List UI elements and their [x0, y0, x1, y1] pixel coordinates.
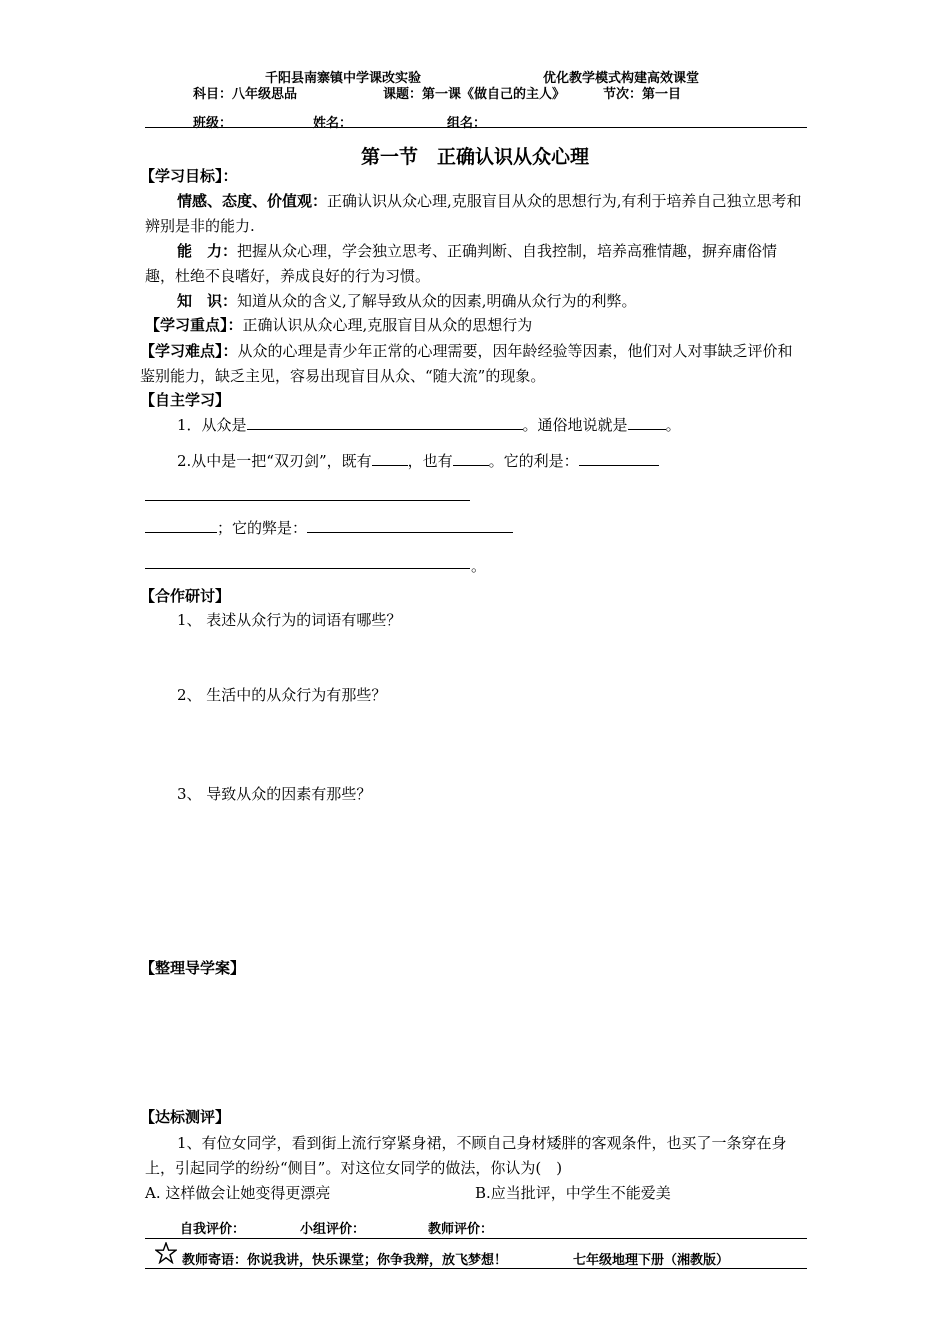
cooperation-q1: 1、 表述从众行为的词语有哪些？	[177, 611, 402, 629]
self-study-q2-cont	[145, 516, 513, 541]
q2-benefit-label: 。它的利是：	[488, 452, 579, 470]
topic-label: 课题：第一课《做自己的主人》	[383, 87, 566, 102]
self-study-q1	[177, 413, 681, 438]
answer-line-1[interactable]	[145, 500, 470, 501]
school-name: 千阳县南寨镇中学课改实验	[265, 71, 422, 86]
ability-text: 把握从众心理，学会独立思考、正确判断、自我控制，培养高雅情趣，摒弃庸俗情趣，杜绝不良嗜好，养成良好的行为习惯。	[145, 242, 778, 285]
answer-line-2[interactable]	[145, 568, 470, 569]
q1-middle: 。通俗地说就是	[522, 416, 628, 434]
book-title: 七年级地理下册（湘教版）	[573, 1253, 730, 1268]
option-a[interactable]: A. 这样做会让她变得更漂亮	[145, 1184, 331, 1202]
subject-label: 科目：八年级思品	[193, 87, 298, 102]
key-point	[145, 313, 807, 338]
star-icon	[155, 1242, 177, 1264]
summary-heading: 【整理导学案】	[140, 959, 246, 977]
q2-harm-label: ；它的弊是：	[217, 519, 308, 537]
key-point-text: 正确认识从众心理,克服盲目从众的思想行为	[242, 316, 533, 334]
q2-blank-2[interactable]	[453, 449, 489, 466]
group-evaluation-label: 小组评价：	[300, 1222, 366, 1237]
self-study-heading: 【自主学习】	[140, 391, 231, 409]
class-field-label: 班级：	[193, 116, 233, 131]
teacher-evaluation-label: 教师评价：	[428, 1222, 494, 1237]
q2-blank-benefit[interactable]	[579, 449, 659, 466]
cooperation-heading: 【合作研讨】	[140, 587, 231, 605]
section-label: 节次：第一目	[603, 87, 682, 102]
difficulty	[140, 339, 807, 389]
self-study-q2	[177, 449, 659, 474]
q1-prefix: 1．从众是	[177, 416, 247, 434]
footer-divider-bottom	[145, 1268, 807, 1269]
objective-knowledge	[145, 289, 807, 314]
objective-emotion	[145, 189, 807, 239]
teacher-motto: 教师寄语：你说我讲，快乐课堂；你争我辩，放飞梦想！	[182, 1253, 508, 1268]
q2-blank-1[interactable]	[372, 449, 408, 466]
q1-blank-plain[interactable]	[628, 413, 666, 430]
knowledge-label: 知 识：	[177, 292, 238, 310]
objectives-heading: 【学习目标】：	[140, 167, 238, 185]
q2-prefix: 2.从中是一把“双刃剑”，既有	[177, 452, 372, 470]
key-point-heading: 【学习重点】：	[145, 316, 243, 334]
q2-blank-benefit-end[interactable]	[145, 516, 217, 533]
header-motto: 优化教学模式构建高效课堂	[543, 71, 700, 86]
q2-middle: ，也有	[407, 452, 453, 470]
cooperation-q2: 2、 生活中的从众行为有那些？	[177, 686, 387, 704]
header-divider	[145, 127, 807, 128]
footer-divider-top	[145, 1238, 807, 1239]
q2-blank-harm[interactable]	[307, 516, 513, 533]
difficulty-heading: 【学习难点】：	[140, 342, 238, 360]
q2-end: 。	[471, 557, 487, 575]
knowledge-text: 知道从众的含义,了解导致从众的因素,明确从众行为的利弊。	[237, 292, 637, 310]
name-field-label: 姓名：	[313, 116, 353, 131]
group-field-label: 组名：	[447, 116, 487, 131]
emotion-text: 正确认识从众心理,克服盲目从众的思想行为,有利于培养自己独立思考和辨别是非的能力.	[145, 192, 802, 235]
ability-label: 能 力：	[177, 242, 238, 260]
q1-end: 。	[665, 416, 681, 434]
assessment-q1: 1、有位女同学，看到街上流行穿紧身裙，不顾自己身材矮胖的客观条件，也买了一条穿在身上，引起同学的纷纷“侧目”。对这位女同学的做法，你认为( )	[145, 1134, 787, 1177]
q1-blank-definition[interactable]	[247, 413, 523, 430]
option-b[interactable]: B.应当批评，中学生不能爱美	[475, 1184, 671, 1202]
assessment-heading: 【达标测评】	[140, 1108, 231, 1126]
emotion-label: 情感、态度、价值观：	[177, 192, 328, 210]
objective-ability	[145, 239, 807, 289]
self-evaluation-label: 自我评价：	[180, 1222, 246, 1237]
page-title: 第一节 正确认识从众心理	[360, 146, 589, 168]
cooperation-q3: 3、 导致从众的因素有那些？	[177, 785, 372, 803]
difficulty-text: 从众的心理是青少年正常的心理需要，因年龄经验等因素，他们对人对事缺乏评价和鉴别能力，缺乏主见，容易出现盲目从众、“随大流”的现象。	[140, 342, 793, 385]
